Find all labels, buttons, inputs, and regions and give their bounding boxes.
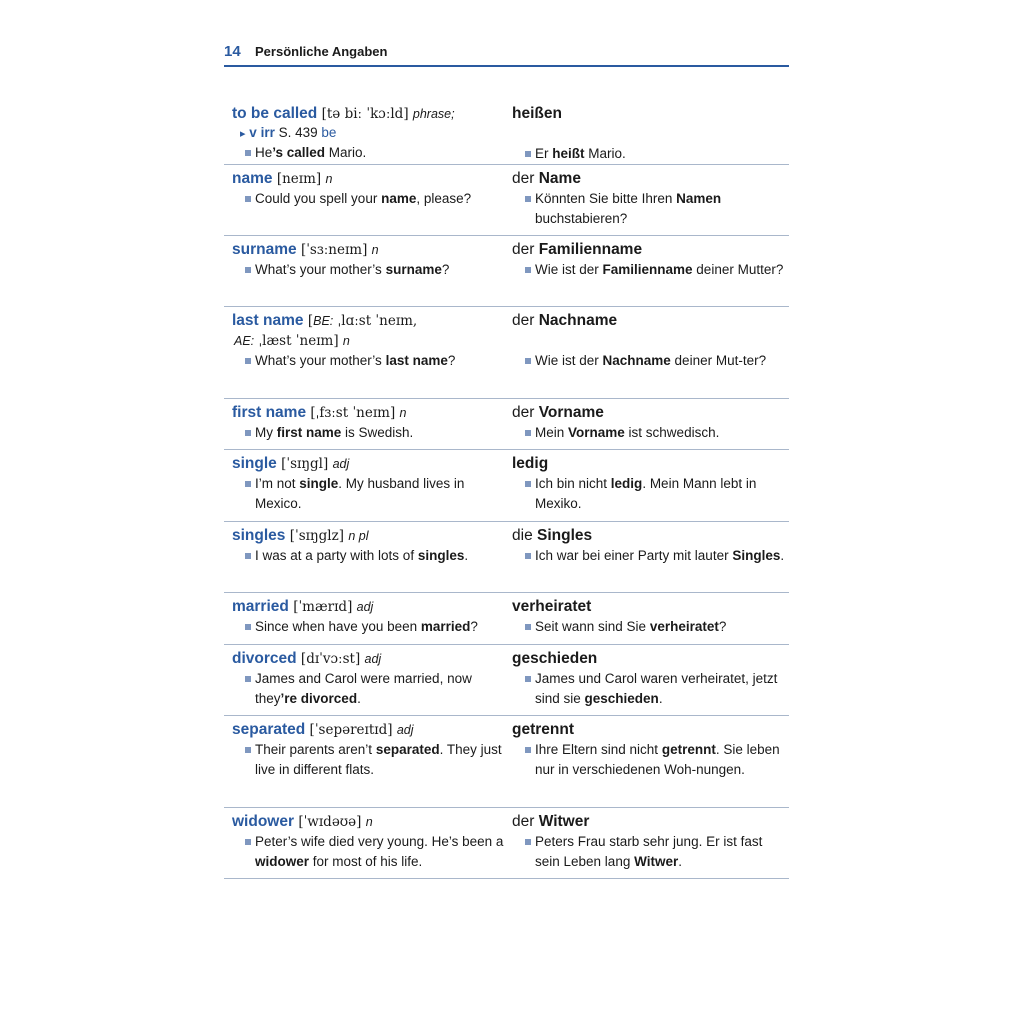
example-keyword: married (420, 619, 471, 634)
entry-last-name (224, 307, 789, 399)
german-example (512, 617, 789, 637)
german-example (512, 546, 789, 566)
bullet-square-icon (525, 839, 531, 845)
pronunciation-open: [ (307, 313, 314, 329)
german-word: Nachname (538, 312, 618, 329)
variety-label-ae: AE: (234, 334, 255, 348)
example-text: ist schwedisch. (624, 425, 720, 440)
lemma: singles (232, 527, 286, 544)
bullet-square-icon (245, 358, 251, 364)
example-text: James and Carol were married, now they (255, 671, 472, 706)
triangle-arrow-icon: ▸ (240, 128, 246, 140)
german-gloss (512, 720, 789, 740)
part-of-speech: n (399, 406, 407, 420)
lemma: widower (232, 813, 295, 830)
english-example (232, 423, 512, 443)
example-keyword: ledig (610, 476, 643, 491)
entry-english-column (224, 649, 512, 708)
german-example (512, 260, 789, 280)
example-text: Wie ist der (535, 353, 603, 368)
german-example (512, 474, 789, 514)
example-text: is Swedish. (341, 425, 414, 440)
german-example (512, 423, 789, 443)
bullet-square-icon (245, 624, 251, 630)
entry-widower (224, 808, 789, 879)
entry-english-column (224, 526, 512, 585)
german-word: heißen (512, 105, 562, 122)
variety-label-be: BE: (313, 314, 334, 328)
bullet-square-icon (525, 553, 531, 559)
lemma: to be called (232, 105, 318, 122)
entry-german-column (512, 526, 789, 585)
entry-headline (232, 720, 512, 740)
example-text: Mein (535, 425, 569, 440)
german-word: ledig (512, 455, 549, 472)
example-keyword: last name (385, 353, 448, 368)
german-article: der (512, 404, 539, 421)
pronunciation: [dɪˈvɔːst] (300, 651, 361, 667)
example-text: for most of his life. (309, 854, 423, 869)
pronunciation: [neɪm] (276, 171, 322, 187)
english-example (232, 546, 512, 566)
bullet-square-icon (245, 747, 251, 753)
pronunciation: [ˈsɪŋgl] (281, 456, 329, 472)
example-keyword: Witwer (634, 854, 679, 869)
part-of-speech: adj (332, 457, 350, 471)
entry-name (224, 165, 789, 236)
german-gloss (512, 104, 789, 124)
example-text: What’s your mother’s (255, 262, 386, 277)
cross-reference (232, 124, 512, 143)
entry-german-column (512, 649, 789, 708)
bullet-square-icon (525, 747, 531, 753)
german-article: der (512, 241, 539, 258)
example-keyword: singles (417, 548, 465, 563)
entry-english-column (224, 169, 512, 228)
example-text: My (255, 425, 277, 440)
german-example (512, 351, 789, 371)
example-text: Seit wann sind Sie (535, 619, 650, 634)
pronunciation-be: ˌlɑːst ˈneɪm, (333, 313, 418, 329)
example-text: James und Carol waren verheiratet, jetzt sind sie (535, 671, 778, 706)
entry-german-column (512, 240, 789, 299)
part-of-speech: phrase; (412, 107, 455, 121)
example-keyword: getrennt (661, 742, 716, 757)
bullet-square-icon (245, 481, 251, 487)
lemma: name (232, 170, 273, 187)
example-text: . Sie leben nur in verschiedenen Woh-nungen. (535, 742, 780, 777)
bullet-square-icon (245, 553, 251, 559)
example-text: Ihre Eltern sind nicht (535, 742, 662, 757)
example-text: Ich bin nicht (535, 476, 611, 491)
entry-headline-cont (232, 331, 512, 351)
bullet-square-icon (525, 430, 531, 436)
example-keyword: Nachname (602, 353, 671, 368)
german-example (512, 740, 789, 780)
german-word: getrennt (512, 721, 574, 738)
entry-to-be-called (224, 100, 789, 165)
entry-german-column (512, 597, 789, 637)
lemma: separated (232, 721, 306, 738)
part-of-speech: adj (396, 723, 414, 737)
bullet-square-icon (525, 481, 531, 487)
pronunciation-ae: ˌlæst ˈneɪm] (254, 333, 339, 349)
pronunciation: [tə biː ˈkɔːld] (321, 106, 409, 122)
german-gloss (512, 454, 789, 474)
entry-single (224, 450, 789, 522)
entry-english-column (224, 720, 512, 800)
example-keyword: ’s called (272, 145, 326, 160)
example-keyword: verheiratet (649, 619, 719, 634)
entry-english-column (224, 812, 512, 871)
example-text: ? (718, 619, 727, 634)
example-text: Could you spell your (255, 191, 382, 206)
lemma: last name (232, 312, 304, 329)
example-keyword: first name (276, 425, 342, 440)
entry-english-column (224, 597, 512, 637)
part-of-speech: n (325, 172, 333, 186)
lemma: surname (232, 241, 297, 258)
example-text: . My husband lives in Mexico. (255, 476, 465, 511)
xref-irregular: irr (260, 125, 275, 140)
bullet-square-icon (525, 624, 531, 630)
example-text: , please? (416, 191, 472, 206)
english-example (232, 474, 512, 514)
example-text: Their parents aren’t (255, 742, 376, 757)
example-text: . (658, 691, 663, 706)
bullet-square-icon (245, 150, 251, 156)
bullet-square-icon (525, 267, 531, 273)
german-example (512, 144, 789, 164)
german-article: der (512, 312, 539, 329)
entry-first-name (224, 399, 789, 450)
page-number: 14 (224, 43, 241, 60)
example-text: deiner Mut-ter? (670, 353, 767, 368)
bullet-square-icon (245, 196, 251, 202)
entry-english-column (224, 454, 512, 514)
entry-german-column (512, 311, 789, 391)
entry-german-column (512, 812, 789, 871)
bullet-square-icon (525, 358, 531, 364)
bullet-square-icon (525, 676, 531, 682)
entry-headline (232, 812, 512, 832)
german-example (512, 832, 789, 872)
example-keyword: Namen (676, 191, 722, 206)
entry-list (224, 100, 789, 879)
example-text: Er (535, 146, 553, 161)
english-example (232, 617, 512, 637)
example-keyword: surname (385, 262, 442, 277)
german-article: der (512, 170, 539, 187)
pronunciation: [ˈmærɪd] (293, 599, 353, 615)
english-example (232, 832, 512, 872)
entry-german-column (512, 169, 789, 228)
bullet-square-icon (245, 430, 251, 436)
xref-target: be (321, 125, 337, 140)
pronunciation: [ˈsɜːneɪm] (300, 242, 368, 258)
xref-verb: v (249, 125, 257, 140)
entry-singles (224, 522, 789, 593)
german-gloss (512, 240, 789, 260)
english-example (232, 189, 512, 209)
example-keyword: widower (255, 854, 310, 869)
example-text: . (357, 691, 361, 706)
example-text: Wie ist der (535, 262, 603, 277)
example-text: deiner Mutter? (692, 262, 784, 277)
german-word: Witwer (538, 813, 590, 830)
example-text: ? (470, 619, 478, 634)
part-of-speech: n pl (348, 529, 369, 543)
german-gloss (512, 812, 789, 832)
example-text: I’m not (255, 476, 300, 491)
entry-headline (232, 311, 512, 331)
entry-headline (232, 526, 512, 546)
german-article: die (512, 527, 537, 544)
english-example (232, 740, 512, 780)
example-text: Mario. (325, 145, 367, 160)
entry-headline (232, 454, 512, 474)
pronunciation: [ˈsɪŋglz] (289, 528, 344, 544)
part-of-speech: adj (364, 652, 382, 666)
german-gloss (512, 597, 789, 617)
part-of-speech: adj (356, 600, 374, 614)
german-gloss (512, 649, 789, 669)
entry-headline (232, 169, 512, 189)
entry-english-column (224, 104, 512, 160)
bullet-square-icon (245, 267, 251, 273)
entry-headline (232, 403, 512, 423)
example-text: Mario. (584, 146, 626, 161)
example-text: ? (447, 353, 456, 368)
entry-divorced (224, 645, 789, 716)
pronunciation: [ˌfɜːst ˈneɪm] (310, 405, 396, 421)
entry-married (224, 593, 789, 645)
german-gloss (512, 311, 789, 331)
lemma: married (232, 598, 289, 615)
german-example (512, 189, 789, 229)
example-text: . Mein Mann lebt in Mexiko. (535, 476, 757, 511)
entry-headline (232, 649, 512, 669)
german-gloss (512, 403, 789, 423)
example-text: . (678, 854, 682, 869)
part-of-speech: n (342, 334, 350, 348)
example-text: . (464, 548, 469, 563)
english-example (232, 260, 512, 280)
example-text: Peter’s wife died very young. He’s been a (255, 834, 504, 849)
example-text: . (780, 548, 785, 563)
example-keyword: Familienname (602, 262, 693, 277)
example-keyword: single (299, 476, 339, 491)
example-keyword: name (381, 191, 417, 206)
english-example (232, 669, 512, 709)
entry-english-column (224, 240, 512, 299)
running-head (224, 40, 789, 67)
example-keyword: Vorname (568, 425, 625, 440)
section-title: Persönliche Angaben (255, 44, 388, 59)
example-text: Peters Frau starb sehr jung. Er ist fast sein Leben lang (535, 834, 763, 869)
entry-german-column (512, 104, 789, 161)
german-example (512, 669, 789, 709)
bullet-square-icon (525, 196, 531, 202)
example-text: Könnten Sie bitte Ihren (535, 191, 677, 206)
example-text: Ich war bei einer Party mit lauter (535, 548, 733, 563)
german-word: Vorname (538, 404, 604, 421)
entry-surname (224, 236, 789, 307)
example-keyword: ’re divorced (280, 691, 358, 706)
bullet-square-icon (245, 839, 251, 845)
entry-german-column (512, 403, 789, 442)
part-of-speech: n (371, 243, 379, 257)
entry-headline (232, 104, 512, 124)
example-keyword: heißt (552, 146, 585, 161)
lemma: divorced (232, 650, 297, 667)
lemma: single (232, 455, 277, 472)
german-word: Name (538, 170, 581, 187)
german-word: geschieden (512, 650, 598, 667)
entry-english-column (224, 311, 512, 391)
part-of-speech: n (365, 815, 373, 829)
example-text: What’s your mother’s (255, 353, 386, 368)
entry-headline (232, 597, 512, 617)
english-example (232, 143, 512, 163)
example-text: buchstabieren? (535, 211, 628, 226)
entry-german-column (512, 720, 789, 800)
german-word: Familienname (538, 241, 643, 258)
example-keyword: separated (375, 742, 440, 757)
example-keyword: geschieden (584, 691, 659, 706)
english-example (232, 351, 512, 371)
example-text: I was at a party with lots of (255, 548, 418, 563)
pronunciation: [ˈsepəreɪtɪd] (309, 722, 393, 738)
example-text: ? (441, 262, 450, 277)
pronunciation: [ˈwɪdəʊə] (298, 814, 362, 830)
bullet-square-icon (525, 151, 531, 157)
bullet-square-icon (245, 676, 251, 682)
entry-german-column (512, 454, 789, 514)
entry-separated (224, 716, 789, 808)
german-word: Singles (537, 527, 593, 544)
example-text: . They just live in different flats. (255, 742, 502, 777)
entry-english-column (224, 403, 512, 442)
lemma: first name (232, 404, 307, 421)
example-keyword: Singles (732, 548, 781, 563)
german-gloss (512, 169, 789, 189)
german-gloss (512, 526, 789, 546)
entry-headline (232, 240, 512, 260)
german-word: verheiratet (512, 598, 592, 615)
example-text: Since when have you been (255, 619, 421, 634)
example-text: He (255, 145, 273, 160)
xref-page: S. 439 (278, 125, 318, 140)
german-article: der (512, 813, 539, 830)
